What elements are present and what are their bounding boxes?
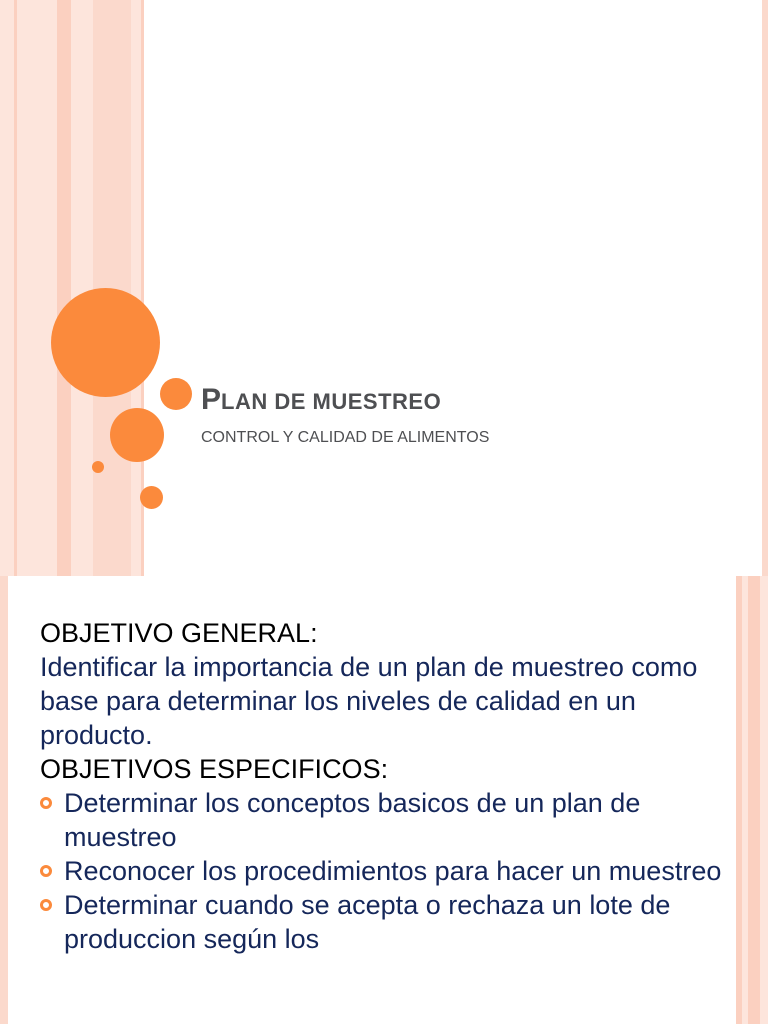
stripe bbox=[748, 576, 760, 1024]
slide-title bbox=[201, 383, 441, 419]
medium-circle bbox=[110, 408, 164, 462]
stripe bbox=[131, 0, 141, 576]
bullet-ring-icon bbox=[40, 865, 52, 877]
stripe bbox=[71, 0, 93, 576]
title-rest: LAN DE MUESTREO bbox=[221, 389, 442, 414]
slide-content bbox=[40, 616, 730, 956]
general-objective-heading: OBJETIVO GENERAL: bbox=[40, 618, 318, 648]
left-stripe bbox=[0, 576, 8, 1024]
specific-objectives-heading: OBJETIVOS ESPECIFICOS: bbox=[40, 754, 389, 784]
bullet-ring-icon bbox=[40, 797, 52, 809]
list-item bbox=[40, 888, 730, 956]
tiny-circle bbox=[92, 461, 104, 473]
general-objective-text: Identificar la importancia de un plan de muestreo como base para determinar los niveles de calidad en un producto. bbox=[40, 652, 698, 750]
bullet-ring-icon bbox=[40, 899, 52, 911]
slide-subtitle: CONTROL Y CALIDAD DE ALIMENTOS bbox=[201, 429, 490, 446]
objectives-slide bbox=[0, 576, 768, 1024]
stripe bbox=[760, 576, 768, 1024]
small-circle bbox=[140, 486, 163, 509]
stripe bbox=[0, 0, 14, 576]
list-item-text: Determinar cuando se acepta o rechaza un lote de produccion según los bbox=[64, 890, 671, 954]
list-item-text: Reconocer los procedimientos para hacer un muestreo bbox=[64, 856, 722, 886]
large-circle bbox=[51, 288, 160, 397]
list-item bbox=[40, 854, 730, 888]
decorative-stripes bbox=[0, 0, 150, 576]
stripe bbox=[57, 0, 71, 576]
list-item bbox=[40, 786, 730, 854]
stripe bbox=[17, 0, 57, 576]
right-border-line bbox=[762, 0, 768, 576]
title-initial: P bbox=[201, 383, 222, 416]
list-item-text: Determinar los conceptos basicos de un plan de muestreo bbox=[64, 788, 641, 852]
small-circle bbox=[160, 378, 192, 410]
